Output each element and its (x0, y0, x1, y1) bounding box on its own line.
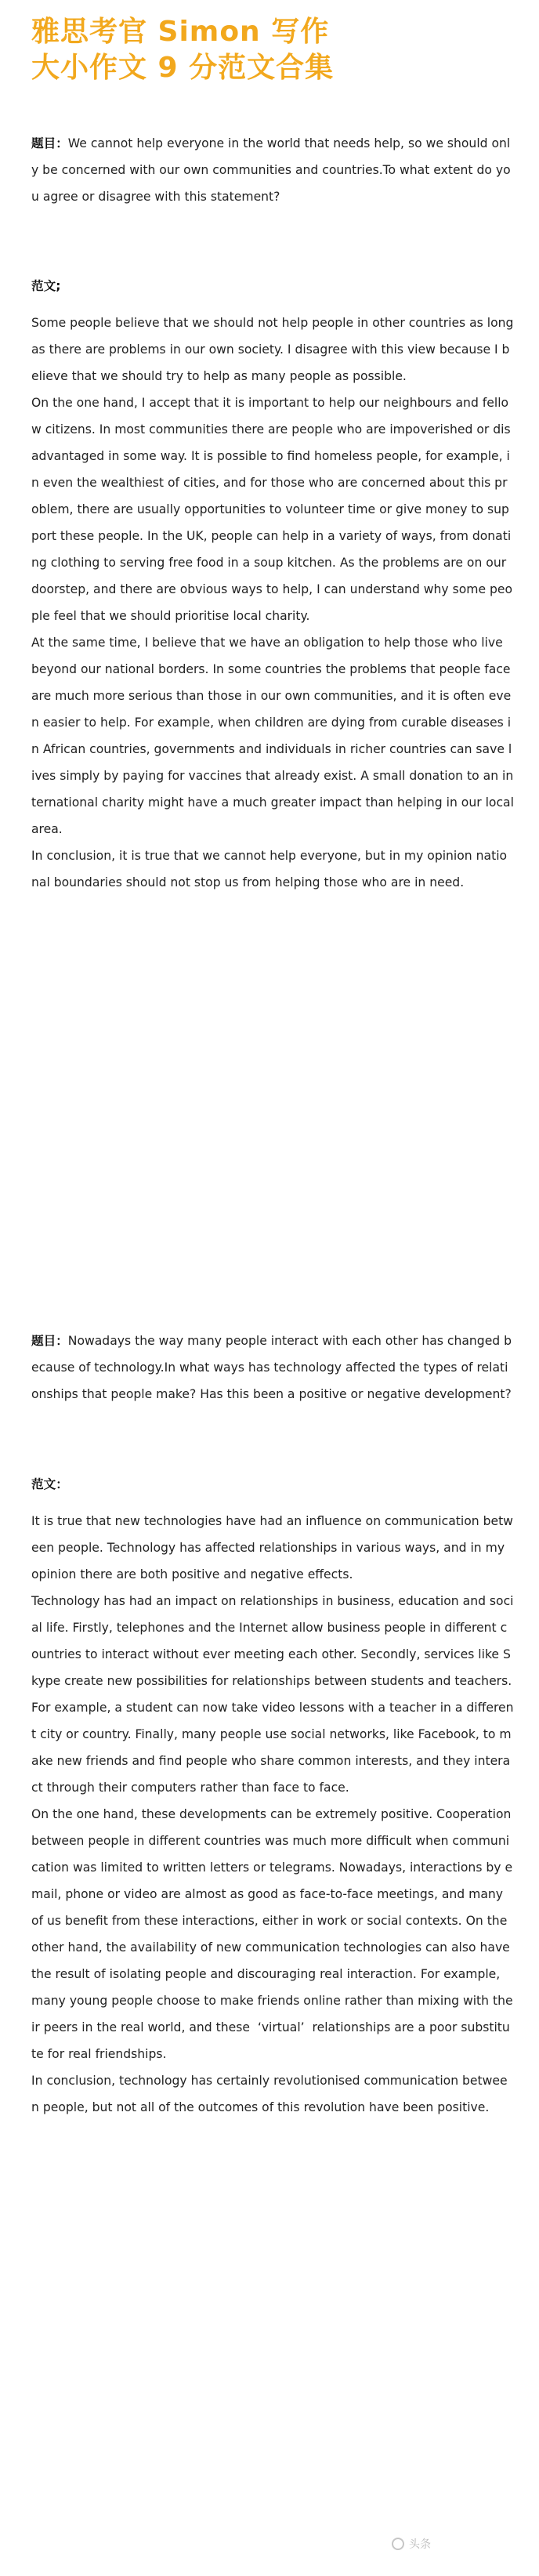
watermark-logo-icon (392, 2538, 404, 2550)
essay-paragraph: At the same time, I believe that we have an obligation to help those who live beyond our national borders. In some countries the problems that people face are much more serious than those in our own communities, and it is often even easier to help. For example, when children are dying from curable diseases in African countries, governments and individuals in richer countries can save lives simply by paying for vaccines that already exist. A small donation to an international charity might have a much greater impact than helping in our local area. (31, 636, 518, 836)
watermark-text: 头条 (409, 2538, 431, 2551)
essay-2-answer-label (31, 1471, 514, 1498)
essay-paragraph: In conclusion, it is true that we cannot help everyone, but in my opinion national boundaries should not stop us from helping those who are in need. (31, 849, 508, 889)
question-label: 题目： (31, 1334, 68, 1348)
title-line-1: 雅思考官 Simon 写作 (31, 16, 330, 48)
essay-paragraph: Technology has had an impact on relationships in business, education and social life. Firstly, telephones and the Internet allow business people in different countries to interact without ever meeting each other. Secondly, services like Skype create new possibilities for relationships between students and teachers. For example, a student can now take video lessons with a teacher in a different city or country. Finally, many people use social networks, like Facebook, to make new friends and find people who share common interests, and they interact through their computers rather than face to face. (31, 1594, 516, 1795)
essay-paragraph: On the one hand, I accept that it is important to help our neighbours and fellow citizens. In most communities there are people who are impoverished or disadvantaged in some way. It is possible to find homeless people, for example, in even the wealthiest of cities, and for those who are concerned about this problem, there are usually opportunities to volunteer time or give money to support these people. In the UK, people can help in a variety of ways, from donating clothing to serving free food in a soup kitchen. As the problems are on our doorstep, and there are obvious ways to help, I can understand why some people feel that we should prioritise local charity. (31, 396, 513, 623)
essay-paragraph: It is true that new technologies have had an influence on communication between people. Technology has affected relationships in various ways, and in my opinion there are both positive and negative effects. (31, 1514, 513, 1581)
title-line-2: 大小作文 9 分范文合集 (31, 52, 335, 84)
question-text: We cannot help everyone in the world that needs help, so we should only be concerned with our own communities and countries.To what extent do you agree or disagree with this statement? (31, 136, 511, 204)
essay-2-question (31, 1328, 514, 1408)
question-label: 题目： (31, 136, 68, 150)
essay-1-body (31, 310, 518, 896)
answer-label: 范文; (31, 279, 61, 293)
watermark (392, 2536, 431, 2552)
answer-label: 范文： (31, 1477, 68, 1491)
essay-paragraph: On the one hand, these developments can be extremely positive. Cooperation between people in different countries was much more difficult when communication was limited to written letters or telegrams. Nowadays, interactions by email, phone or video are almost as good as face-to-face meetings, and many of us benefit from these interactions, either in work or social contexts. On the other hand, the availability of new communication technologies can also have the result of isolating people and discouraging real interaction. For example, many young people choose to make friends online rather than mixing with their peers in the real world, and these ‘virtual’ relationships are a poor substitute for real friendships. (31, 1807, 515, 2061)
essay-1-answer-label (31, 273, 514, 299)
essay-2-body (31, 1508, 514, 2121)
page-title (31, 14, 517, 86)
question-text: Nowadays the way many people interact with each other has changed because of technology.In what ways has technology affected the types of relationships that people make? Has this been a positive or negative development? (31, 1334, 512, 1401)
essay-paragraph: In conclusion, technology has certainly revolutionised communication between people, but not all of the outcomes of this revolution have been positive. (31, 2074, 508, 2114)
essay-1-question (31, 130, 514, 210)
essay-paragraph: Some people believe that we should not help people in other countries as long as there are problems in our own society. I disagree with this view because I believe that we should try to help as many people as possible. (31, 316, 518, 383)
